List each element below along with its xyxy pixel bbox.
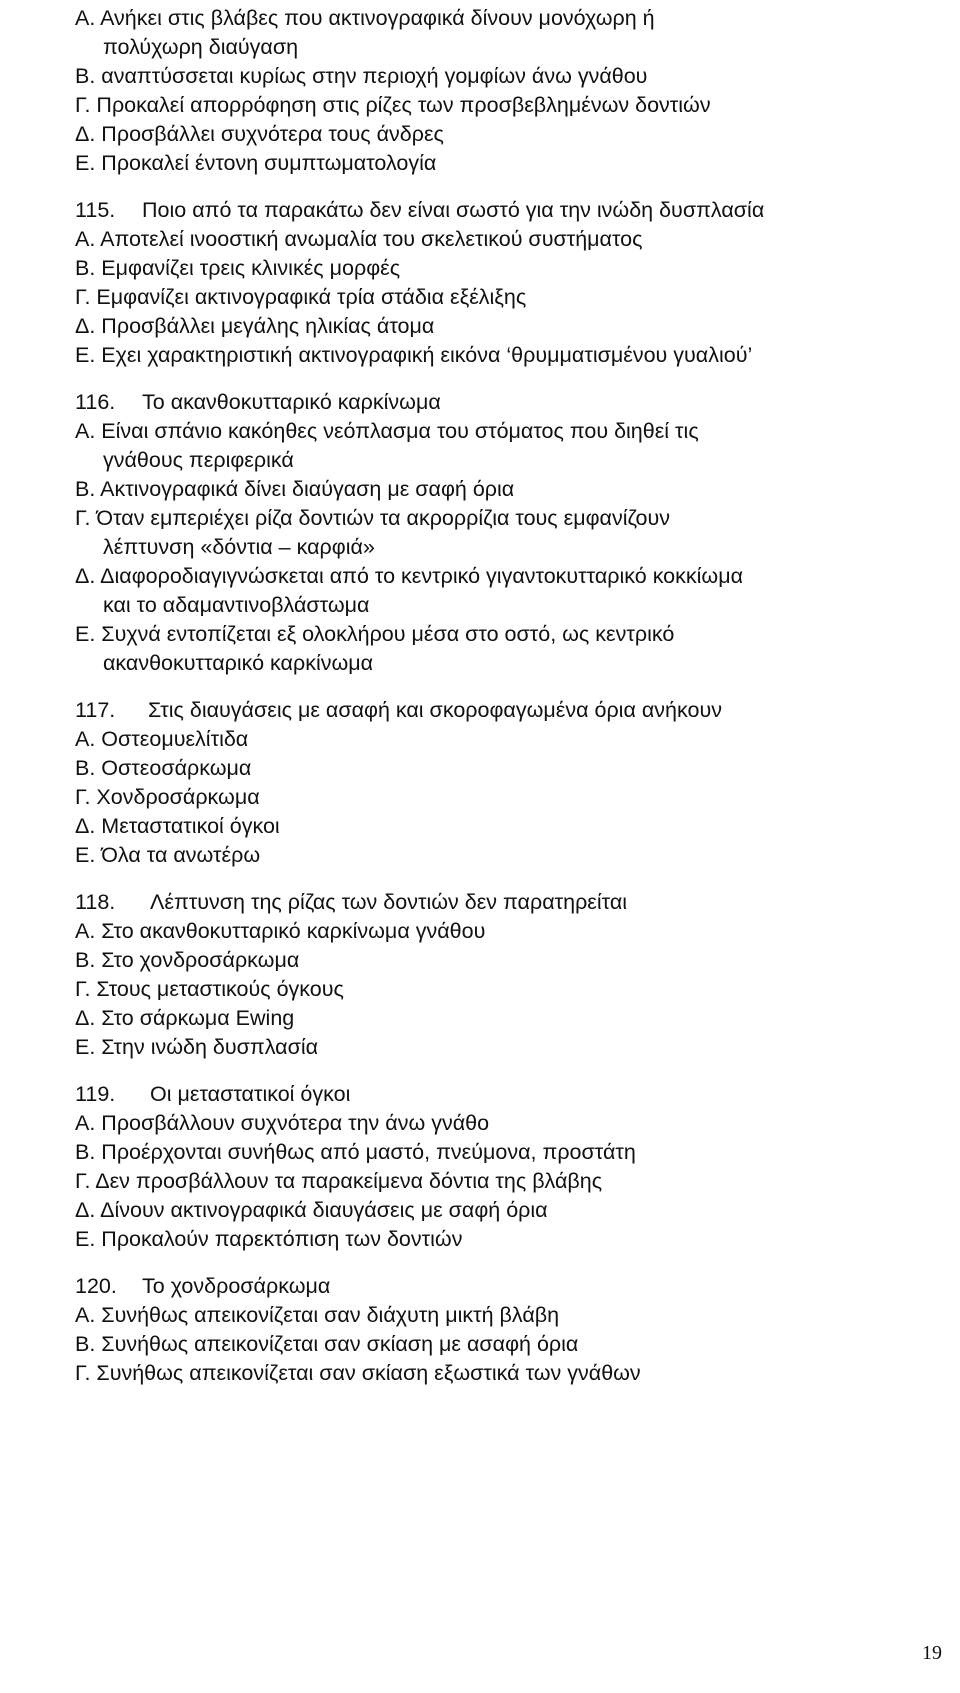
option-text: Δ. Προσβάλλει μεγάλης ηλικίας άτομα — [75, 314, 435, 338]
option-text: γνάθους περιφερικά — [103, 448, 294, 472]
option-text: Γ. Χονδροσάρκωμα — [75, 785, 260, 809]
option-text: Β. Συνήθως απεικονίζεται σαν σκίαση με ασαφή όρια — [75, 1332, 579, 1356]
option-text: Α. Αποτελεί ινοοστική ανωμαλία του σκελετικού συστήματος — [75, 227, 643, 251]
question-text: Οι μεταστατικοί όγκοι — [150, 1082, 351, 1106]
option-text: Ε. Προκαλεί έντονη συμπτωματολογία — [75, 151, 437, 175]
option-text: Γ. Στους μεταστικούς όγκους — [75, 977, 344, 1001]
option-text: Δ. Διαφοροδιαγιγνώσκεται από το κεντρικό γιγαντοκυτταρικό κοκκίωμα — [75, 564, 744, 588]
question-number: 115. — [75, 198, 116, 222]
option-text: Ε. Όλα τα ανωτέρω — [75, 843, 261, 867]
option-text: Γ. Όταν εμπεριέχει ρίζα δοντιών τα ακρορρίζια τους εμφανίζουν — [75, 506, 671, 530]
option-text: Α. Στο ακανθοκυτταρικό καρκίνωμα γνάθου — [75, 919, 486, 943]
option-text: Α. Συνήθως απεικονίζεται σαν διάχυτη μικτή βλάβη — [75, 1303, 560, 1327]
question-text: Λέπτυνση της ρίζας των δοντιών δεν παρατηρείται — [150, 890, 628, 914]
option-text: Γ. Συνήθως απεικονίζεται σαν σκίαση εξωστικά των γνάθων — [75, 1361, 641, 1385]
question-number: 118. — [75, 890, 116, 914]
question-text: Στις διαυγάσεις με ασαφή και σκοροφαγωμένα όρια ανήκουν — [148, 698, 722, 722]
option-text: Β. Προέρχονται συνήθως από μαστό, πνεύμονα, προστάτη — [75, 1140, 636, 1164]
option-text: Δ. Στο σάρκωμα Ewing — [75, 1006, 295, 1030]
option-text: Α. Προσβάλλουν συχνότερα την άνω γνάθο — [75, 1111, 490, 1135]
option-text: Α. Ανήκει στις βλάβες που ακτινογραφικά δίνουν μονόχωρη ή — [75, 6, 655, 30]
option-text: Β. Εμφανίζει τρεις κλινικές μορφές — [75, 256, 401, 280]
option-text: Γ. Προκαλεί απορρόφηση στις ρίζες των προσβεβλημένων δοντιών — [75, 93, 711, 117]
option-text: Ε. Προκαλούν παρεκτόπιση των δοντιών — [75, 1227, 463, 1251]
option-text: πολύχωρη διαύγαση — [103, 35, 299, 59]
option-text: Δ. Προσβάλλει συχνότερα τους άνδρες — [75, 122, 444, 146]
option-text: Ε. Στην ινώδη δυσπλασία — [75, 1035, 319, 1059]
option-text: Β. Ακτινογραφικά δίνει διαύγαση με σαφή όρια — [75, 477, 515, 501]
option-text: Δ. Μεταστατικοί όγκοι — [75, 814, 280, 838]
option-text: Β. Οστεοσάρκωμα — [75, 756, 252, 780]
option-text: λέπτυνση «δόντια – καρφιά» — [103, 535, 375, 559]
question-number: 117. — [75, 698, 116, 722]
question-text: Το ακανθοκυτταρικό καρκίνωμα — [142, 390, 441, 414]
question-number: 119. — [75, 1082, 116, 1106]
page-number: 19 — [922, 1642, 942, 1664]
option-text: Δ. Δίνουν ακτινογραφικά διαυγάσεις με σαφή όρια — [75, 1198, 548, 1222]
question-text: Το χονδροσάρκωμα — [142, 1274, 331, 1298]
option-text: Ε. Εχει χαρακτηριστική ακτινογραφική εικόνα ‘θρυμματισμένου γυαλιού’ — [75, 343, 753, 367]
option-text: Α. Οστεομυελίτιδα — [75, 727, 249, 751]
option-text: Γ. Εμφανίζει ακτινογραφικά τρία στάδια εξέλιξης — [75, 285, 527, 309]
option-text: Γ. Δεν προσβάλλουν τα παρακείμενα δόντια της βλάβης — [75, 1169, 603, 1193]
option-text: Β. αναπτύσσεται κυρίως στην περιοχή γομφίων άνω γνάθου — [75, 64, 648, 88]
option-text: Β. Στο χονδροσάρκωμα — [75, 948, 300, 972]
option-text: Ε. Συχνά εντοπίζεται εξ ολοκλήρου μέσα στο οστό, ως κεντρικό — [75, 622, 675, 646]
option-text: ακανθοκυτταρικό καρκίνωμα — [103, 651, 374, 675]
question-number: 116. — [75, 390, 116, 414]
question-text: Ποιο από τα παρακάτω δεν είναι σωστό για την ινώδη δυσπλασία — [142, 198, 765, 222]
question-number: 120. — [75, 1274, 117, 1298]
option-text: Α. Είναι σπάνιο κακόηθες νεόπλασμα του στόματος που διηθεί τις — [75, 419, 699, 443]
option-text: και το αδαμαντινοβλάστωμα — [103, 593, 370, 617]
